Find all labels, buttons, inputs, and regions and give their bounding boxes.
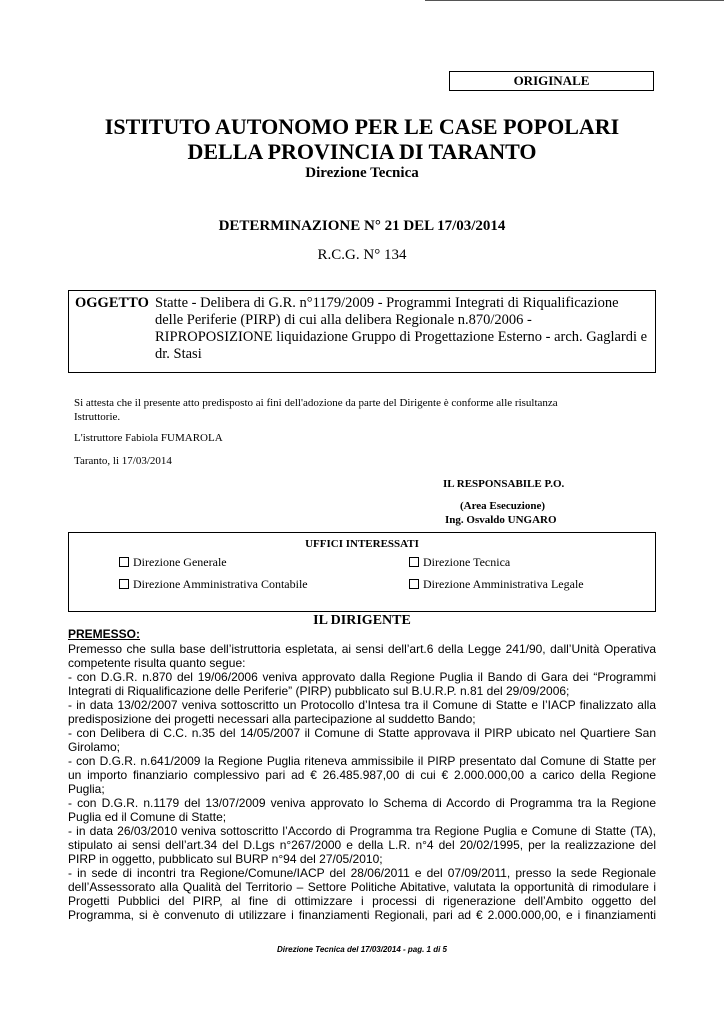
checkbox-label: Direzione Amministrativa Contabile [133,577,308,591]
checkbox-label: Direzione Generale [133,555,227,569]
department-subtitle: Direzione Tecnica [305,165,419,181]
body-line: dell’Assessorato alla Qualità del Territorio – Settore Politiche Abitative, valutata la opportunità di rimodulare i [68,880,656,894]
institute-title-line2: DELLA PROVINCIA DI TARANTO [187,139,537,164]
checkbox-direzione-amministrativa-contabile[interactable] [119,577,308,591]
body-line: Girolamo; [68,740,121,754]
attestazione-line2: Istruttorie. [74,411,121,423]
body-line: stipulato ai sensi dell’art.34 del D.Lgs n°267/2000 e della L.R. n°4 del 20/02/1995, per la realizzazione del [68,838,656,852]
body-line: - in data 26/03/2010 veniva sottoscritto l’Accordo di Programma tra Regione Puglia e Comune di Statte (TA), [68,824,656,838]
body-line: predisposizione dei progetti necessari alla partecipazione al suddetto Bando; [68,712,476,726]
body-line: - con D.G.R. n.870 del 19/06/2006 veniva approvato dalla Regione Puglia il Bando di Gara dei “Programmi [68,670,656,684]
body-line: Programma, si è convenuto di utilizzare i finanziamenti Regionali, pari ad € 2.000.000,00, e i finanziamenti [68,908,656,922]
oggetto-line: dr. Stasi [155,346,202,362]
originale-stamp: ORIGINALE [449,71,654,91]
attestazione-line1: Si attesta che il presente atto predisposto ai fini dell'adozione da parte del Dirigente è conforme alle risultanza [74,397,558,409]
body-line: Progetti Pubblici del PIRP, al fine di ottimizzare i processi di rigenerazione dell’Ambito oggetto del [68,894,656,908]
body-line: PIRP in oggetto, pubblicato sul BURP n°94 del 27/05/2010; [68,852,383,866]
checkbox-icon [119,579,129,589]
top-rule [425,0,724,1]
checkbox-icon [409,579,419,589]
dirigente-heading: IL DIRIGENTE [313,613,411,628]
body-line: competente risulta quanto segue: [68,656,246,670]
body-line: - con Delibera di C.C. n.35 del 14/05/2007 il Comune di Statte approvava il PIRP ubicato nel Quartiere San [68,726,656,740]
premesso-heading: PREMESSO: [68,627,141,641]
checkbox-icon [119,557,129,567]
checkbox-label: Direzione Tecnica [423,555,511,569]
oggetto-label: OGGETTO [75,295,149,311]
checkbox-direzione-generale[interactable] [119,555,227,569]
oggetto-line: delle Periferie (PIRP) di cui alla delibera Regionale n.870/2006 - [155,312,532,328]
checkbox-icon [409,557,419,567]
body-line: - in data 13/02/2007 veniva sottoscritto un Protocollo d’Intesa tra il Comune di Statte e l’IACP finalizzato alla [68,698,656,712]
istruttore: L'istruttore Fabiola FUMAROLA [74,432,223,444]
rcg-number: R.C.G. N° 134 [317,247,407,263]
uffici-interessati-box [68,532,656,612]
body-line: Puglia; [68,782,105,796]
oggetto-box [68,290,656,373]
page-footer: Direzione Tecnica del 17/03/2014 - pag. 1 di 5 [277,945,447,954]
body-line: - in sede di incontri tra Regione/Comune/IACP del 28/06/2011 e del 07/09/2011, presso la sede Regionale [68,866,656,880]
responsabile-area: (Area Esecuzione) [460,500,546,512]
determinazione-heading: DETERMINAZIONE N° 21 DEL 17/03/2014 [218,218,506,234]
body-line: - con D.G.R. n.641/2009 la Regione Puglia riteneva ammissibile il PIRP presentato dal Comune di Statte per [68,754,656,768]
premesso-body [68,642,656,922]
body-line: - con D.G.R. n.1179 del 13/07/2009 veniva approvato lo Schema di Accordo di Programma tra la Regione [68,796,656,810]
body-line: un importo finanziario complessivo pari ad € 26.485.987,00 di cui € 2.000.000,00 a carico della Regione [68,768,656,782]
uffici-title: UFFICI INTERESSATI [305,538,419,550]
luogo-data: Taranto, li 17/03/2014 [74,455,172,467]
responsabile-title: IL RESPONSABILE P.O. [443,478,565,490]
checkbox-label: Direzione Amministrativa Legale [423,577,584,591]
oggetto-line: RIPROPOSIZIONE liquidazione Gruppo di Progettazione Esterno - arch. Gaglardi e [155,329,648,345]
oggetto-line: Statte - Delibera di G.R. n°1179/2009 - Programmi Integrati di Riqualificazione [155,295,619,311]
body-line: Puglia ed il Comune di Statte; [68,810,227,824]
body-line: Integrati di Riqualificazione delle Periferie” (PIRP) pubblicato sul B.U.R.P. n.81 del 29/09/2006; [68,684,570,698]
body-line: Premesso che sulla base dell’istruttoria espletata, ai sensi dell’art.6 della Legge 241/90, dall’Unità Operativa [68,642,656,656]
checkbox-direzione-amministrativa-legale[interactable] [409,577,584,591]
responsabile-name: Ing. Osvaldo UNGARO [445,514,557,526]
checkbox-direzione-tecnica[interactable] [409,555,510,569]
institute-title-line1: ISTITUTO AUTONOMO PER LE CASE POPOLARI [104,114,620,139]
